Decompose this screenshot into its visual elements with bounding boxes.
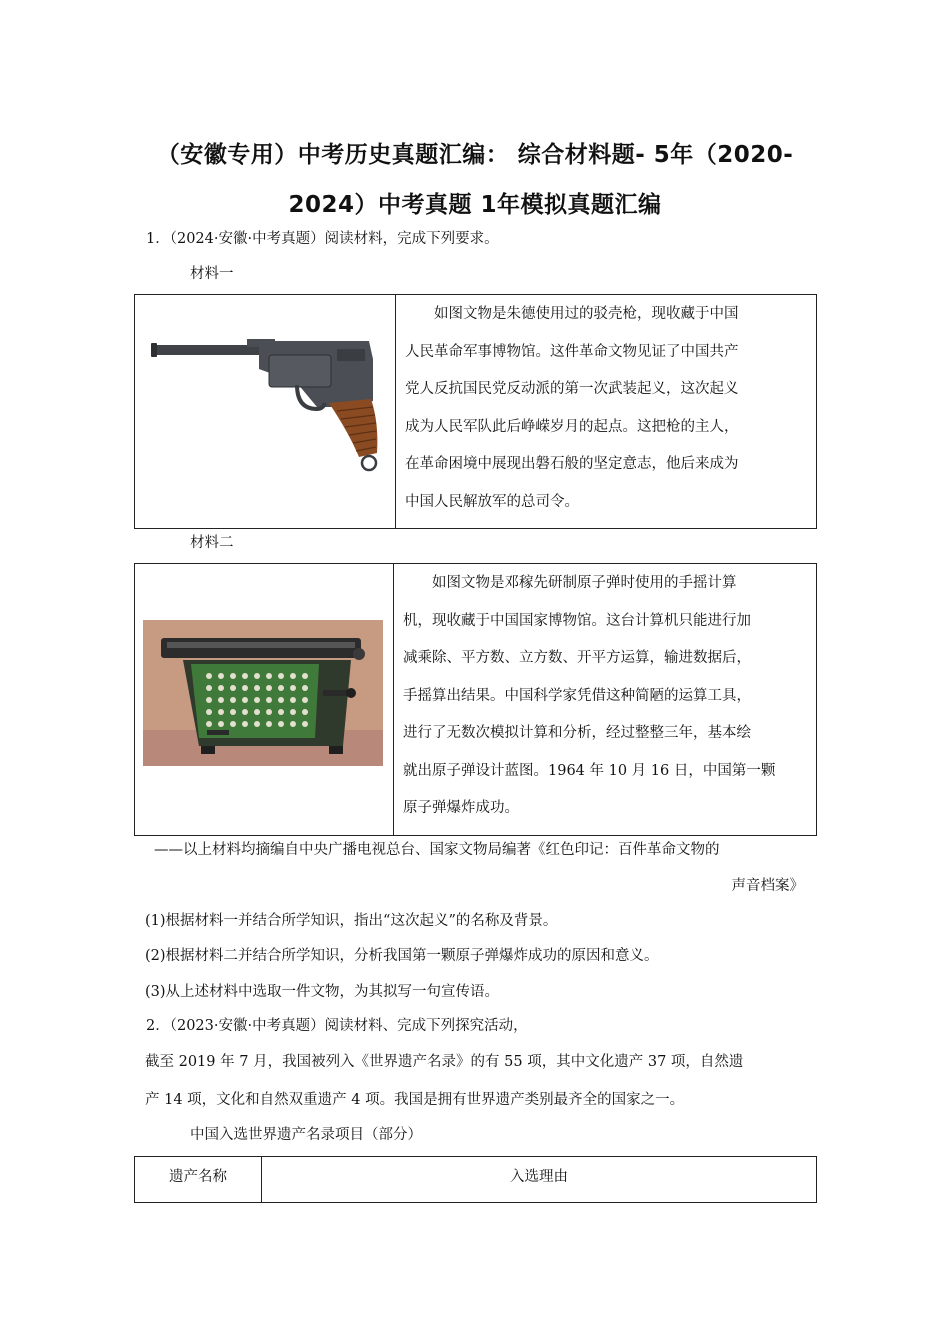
question-1-header: 1．（2024·安徽·中考真题）阅读材料，完成下列要求。	[146, 231, 499, 247]
question-2-paragraph-line2: 产 14 项，文化和自然双重遗产 4 项。我国是拥有世界遗产类别最齐全的国家之一。	[145, 1092, 685, 1108]
material-1-text	[405, 296, 805, 521]
material-1-line: 如图文物是朱德使用过的驳壳枪，现收藏于中国	[434, 306, 739, 322]
material-2-line: 就出原子弹设计蓝图。1964 年 10 月 16 日，中国第一颗	[403, 762, 776, 779]
material-1-box	[134, 294, 817, 529]
mauser-pistol-image	[147, 323, 385, 473]
table-header-heritage-name: 遗产名称	[135, 1157, 262, 1202]
material-2-line: 进行了无数次模拟计算和分析，经过整整三年，基本绘	[403, 725, 751, 741]
question-1-sub1: (1)根据材料一并结合所学知识，指出“这次起义”的名称及背景。	[145, 913, 558, 929]
question-2-paragraph-line1: 截至 2019 年 7 月，我国被列入《世界遗产名录》的有 55 项，其中文化遗产 37 项，自然遗	[145, 1054, 744, 1070]
question-2-header: 2．（2023·安徽·中考真题）阅读材料、完成下列探究活动，	[146, 1018, 528, 1034]
material-1-line: 在革命困境中展现出磐石般的坚定意志，他后来成为	[405, 456, 739, 472]
material-2-line: 如图文物是邓稼先研制原子弹时使用的手摇计算	[432, 575, 737, 591]
material-2-line: 手摇算出结果。中国科学家凭借这种简陋的运算工具，	[403, 687, 751, 704]
material-1-line: 人民革命军事博物馆。这件革命文物见证了中国共产	[405, 343, 739, 360]
document-title-line2: 2024）中考真题 1年模拟真题汇编	[288, 192, 662, 218]
material-1-label: 材料一	[190, 266, 234, 282]
material-1-line: 中国人民解放军的总司令。	[405, 493, 579, 510]
question-1-sub3: (3)从上述材料中选取一件文物，为其拟写一句宣传语。	[145, 984, 500, 1000]
source-citation-line2: 声音档案》	[731, 878, 804, 894]
material-2-line: 减乘除、平方数、立方数、开平方运算，输进数据后，	[403, 650, 751, 666]
source-citation-line1: ——以上材料均摘编自中央广播电视总台、国家文物局编著《红色印记：百件革命文物的	[154, 842, 720, 858]
material-2-text	[403, 565, 807, 828]
table-caption: 中国入选世界遗产名录项目（部分）	[190, 1127, 422, 1143]
material-2-line: 机，现收藏于中国国家博物馆。这台计算机只能进行加	[403, 612, 751, 629]
material-2-line: 原子弹爆炸成功。	[403, 800, 519, 816]
question-1-sub2: (2)根据材料二并结合所学知识，分析我国第一颗原子弹爆炸成功的原因和意义。	[145, 948, 659, 964]
material-2-box	[134, 563, 817, 836]
material-1-line: 党人反抗国民党反动派的第一次武装起义，这次起义	[405, 381, 739, 397]
table-header-reason: 入选理由	[510, 1169, 568, 1185]
material-2-label: 材料二	[190, 535, 234, 551]
heritage-table	[134, 1156, 817, 1203]
material-1-line: 成为人民军队此后峥嵘岁月的起点。这把枪的主人，	[405, 418, 739, 435]
document-title-line1: （安徽专用）中考历史真题汇编： 综合材料题- 5年（2020-	[156, 142, 794, 168]
hand-crank-calculator-image	[143, 620, 383, 766]
